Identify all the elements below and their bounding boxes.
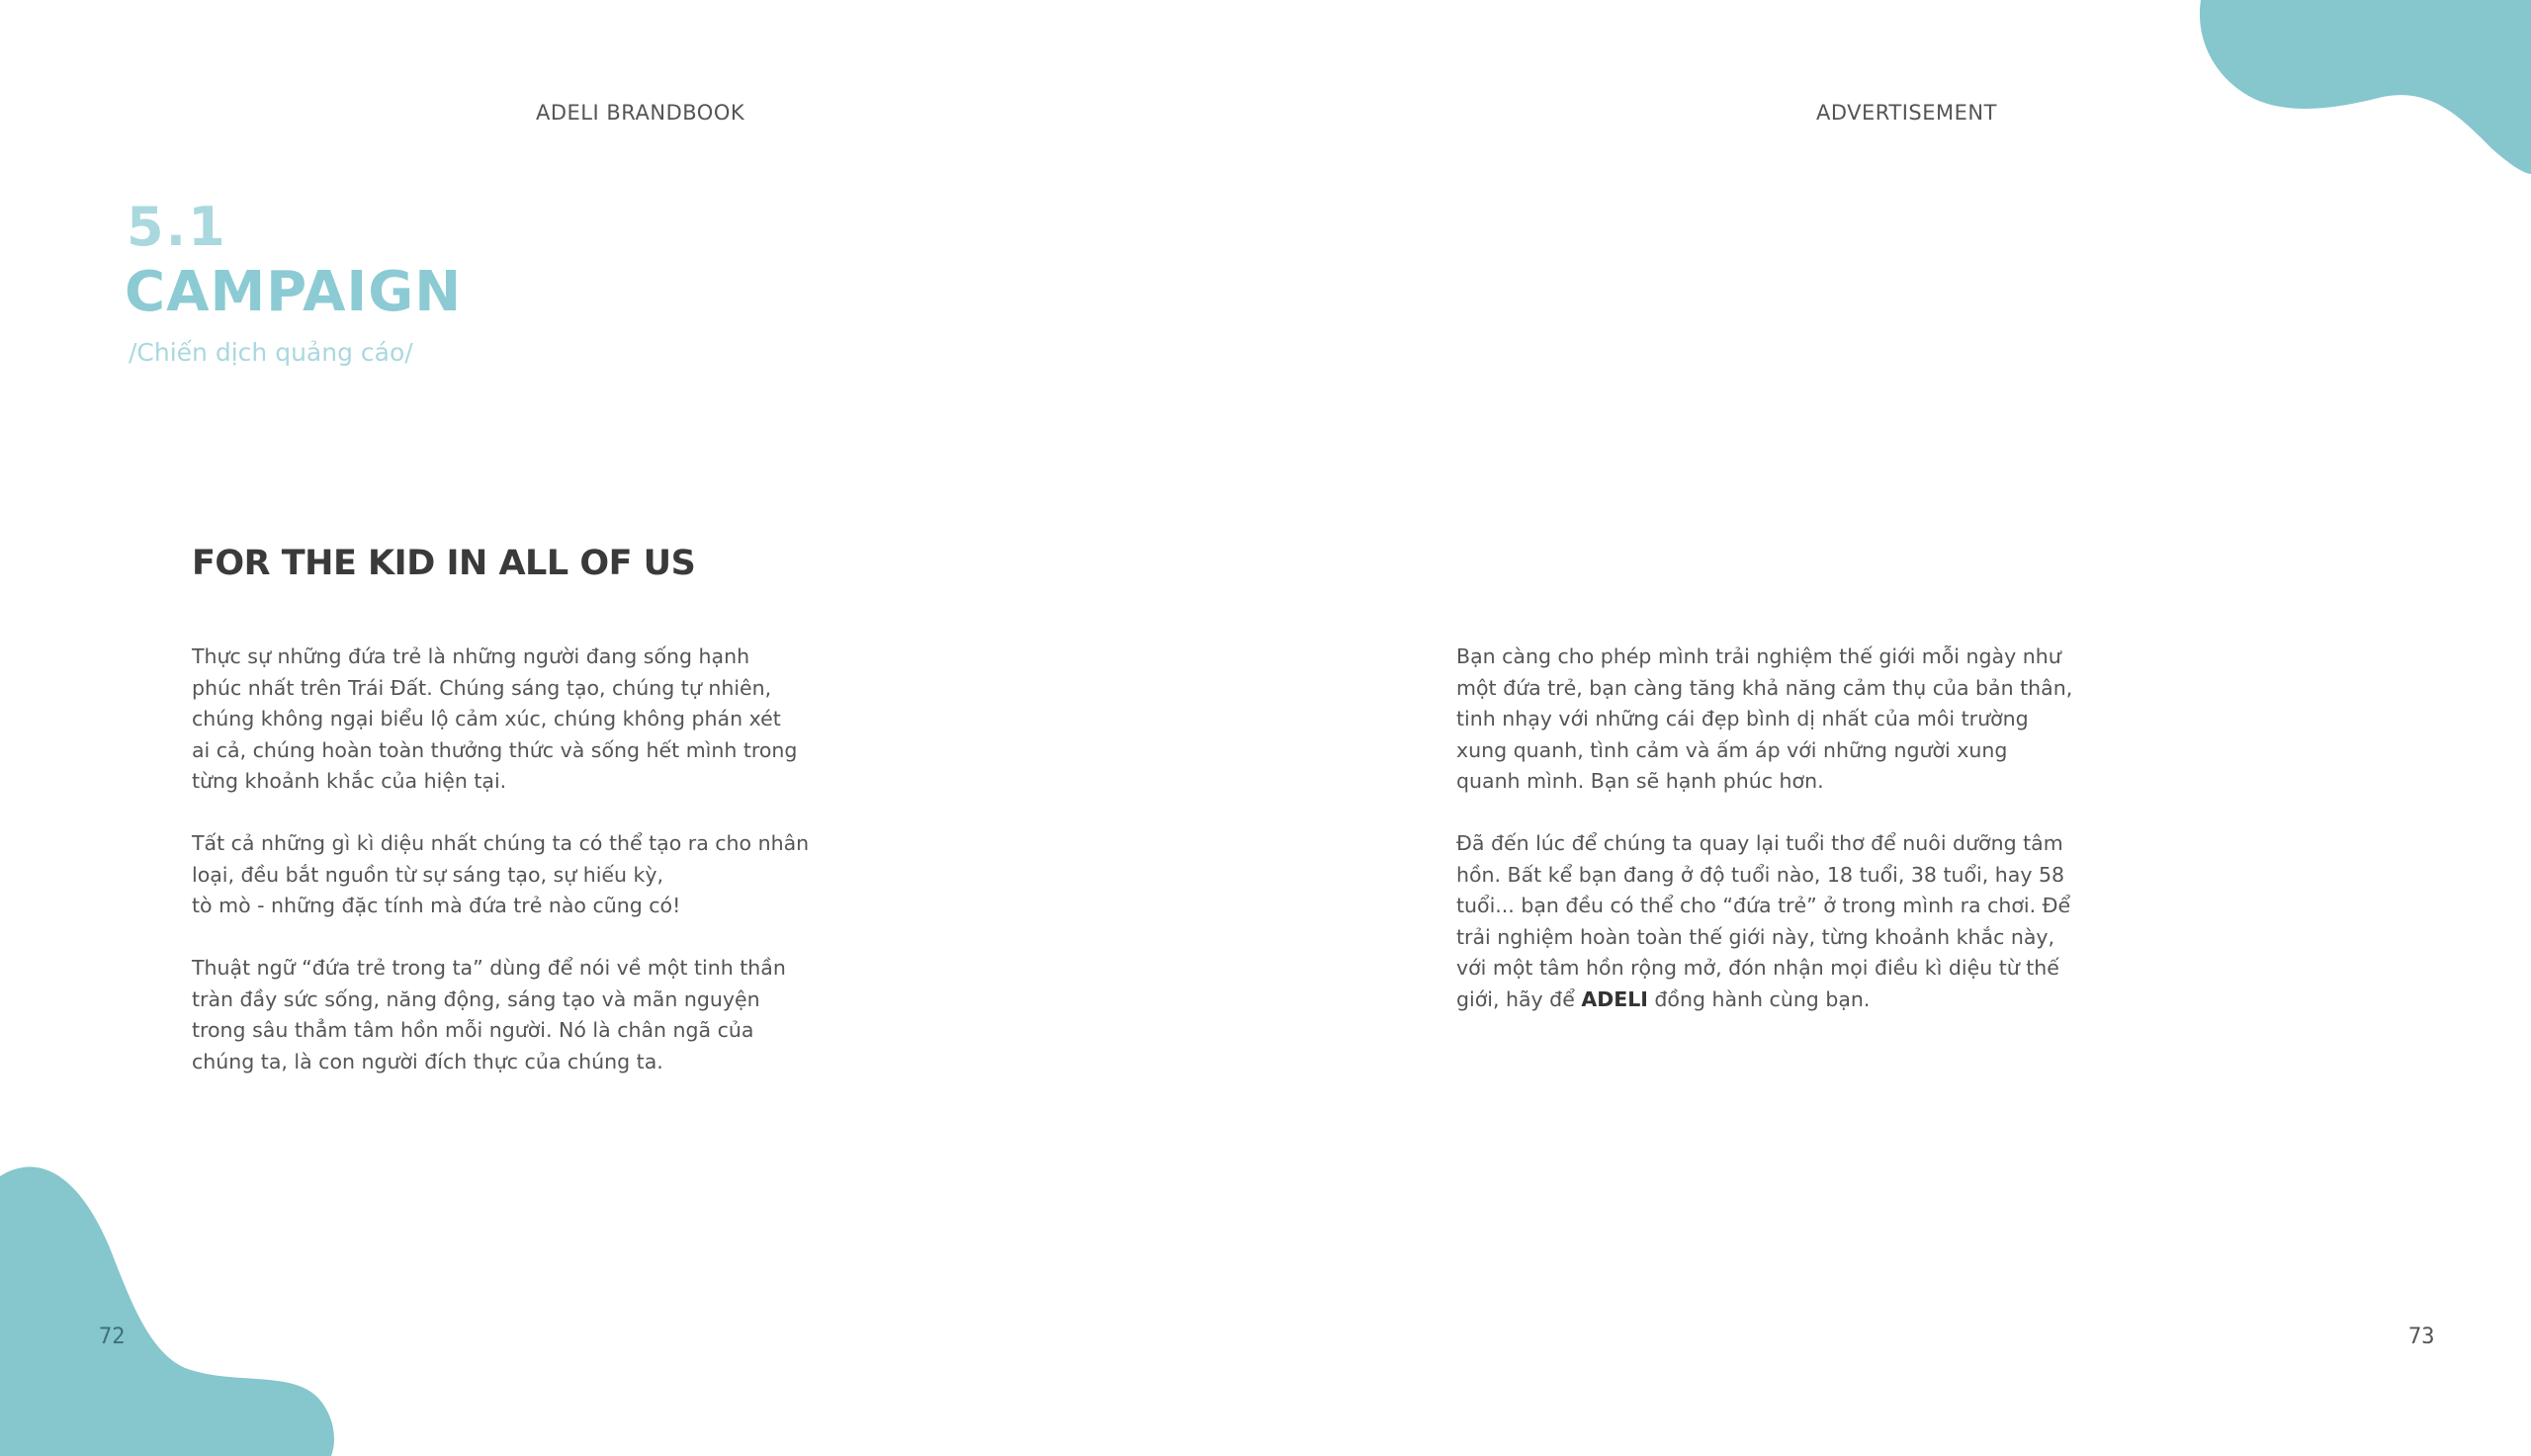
- right-text-column: [1456, 642, 2089, 1047]
- section-number: 5.1: [127, 196, 227, 258]
- decorative-blob-top-right: [2195, 0, 2531, 178]
- brand-name: ADELI: [1581, 986, 1648, 1011]
- paragraph-text: đồng hành cùng bạn.: [1647, 986, 1871, 1011]
- paragraph: Tất cả những gì kì diệu nhất chúng ta có thể tạo ra cho nhân loại, đều bắt nguồn từ sự sáng tạo, sự hiếu kỳ, tò mò - những đặc tính mà đứa trẻ nào cũng có!: [192, 831, 810, 917]
- left-text-column: [192, 642, 825, 1109]
- page-number-left: 72: [99, 1325, 126, 1349]
- section-category-label: ADVERTISEMENT: [1816, 101, 1997, 125]
- paragraph-text: Đã đến lúc để chúng ta quay lại tuổi thơ để nuôi dưỡng tâm hồn. Bất kể bạn đang ở độ tuổi nào, 18 tuổi, 38 tuổi, hay 58 tuổi... bạn đều có thể cho “đứa trẻ” ở trong mình ra chơi. Để trải nghiệm hoàn toàn thế giới này, từng khoảnh khắc này, với một tâm hồn rộng mở, đón nhận mọi điều kì diệu từ thế giới, hãy để: [1456, 831, 2071, 1011]
- campaign-headline: FOR THE KID IN ALL OF US: [192, 544, 696, 583]
- page-number-right: 73: [2408, 1325, 2435, 1349]
- paragraph: Thực sự những đứa trẻ là những người đang sống hạnh phúc nhất trên Trái Đất. Chúng sáng tạo, chúng tự nhiên, chúng không ngại biểu lộ cảm xúc, chúng không phán xét ai cả, chúng hoàn toàn thưởng thức và sống hết mình trong từng khoảnh khắc của hiện tại.: [192, 644, 798, 793]
- paragraph: Thuật ngữ “đứa trẻ trong ta” dùng để nói về một tinh thần tràn đầy sức sống, năng động, sáng tạo và mãn nguyện trong sâu thẳm tâm hồn mỗi người. Nó là chân ngã của chúng ta, là con người đích thực của chúng ta.: [192, 956, 786, 1073]
- brandbook-label: ADELI BRANDBOOK: [536, 101, 745, 125]
- section-title: CAMPAIGN: [125, 260, 463, 324]
- decorative-blob-bottom-left: [0, 1156, 341, 1456]
- section-subtitle: /Chiến dịch quảng cáo/: [129, 338, 413, 367]
- paragraph: Bạn càng cho phép mình trải nghiệm thế giới mỗi ngày như một đứa trẻ, bạn càng tăng khả năng cảm thụ của bản thân, tinh nhạy với những cái đẹp bình dị nhất của môi trường xung quanh, tình cảm và ấm áp với những người xung quanh mình. Bạn sẽ hạnh phúc hơn.: [1456, 644, 2073, 793]
- paragraph: [1456, 828, 2089, 1015]
